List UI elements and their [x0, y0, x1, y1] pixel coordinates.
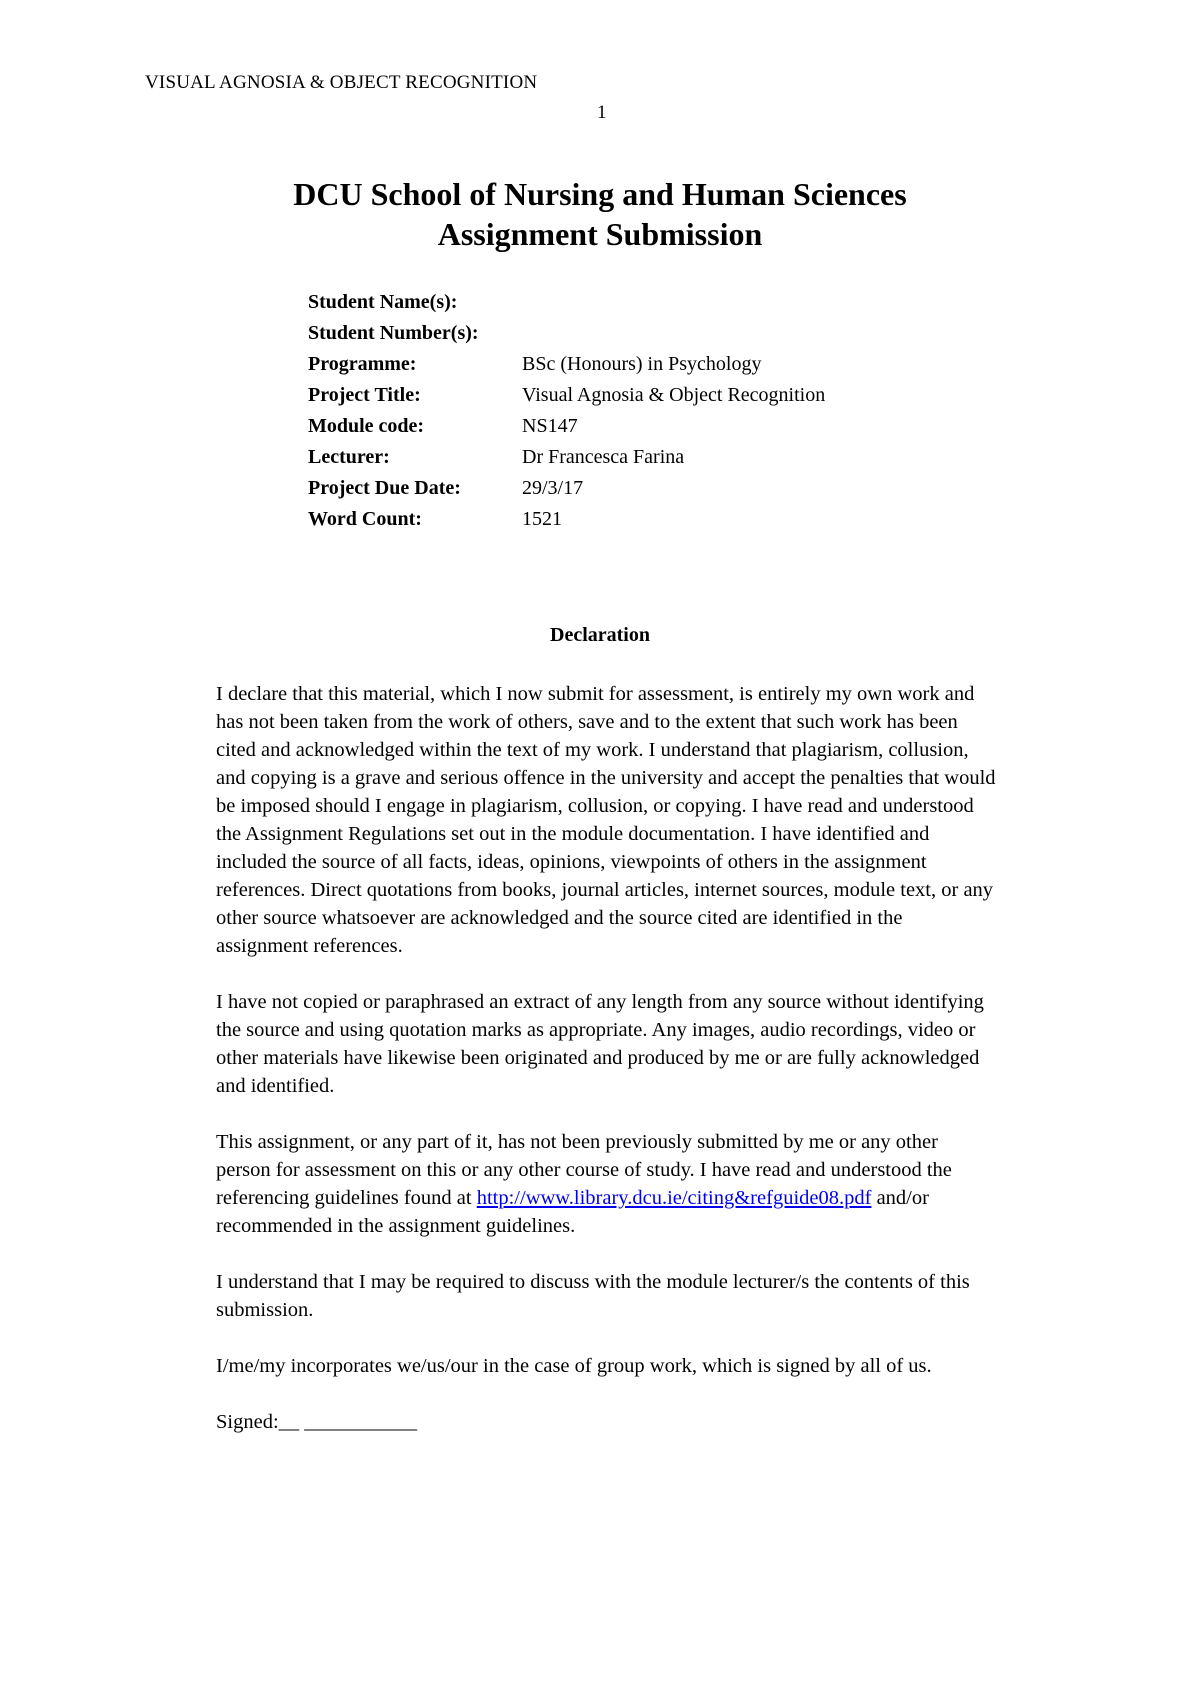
- detail-value: Visual Agnosia & Object Recognition: [522, 384, 826, 406]
- detail-row-project-title: [308, 380, 825, 411]
- declaration-body: [216, 680, 996, 1464]
- running-head: VISUAL AGNOSIA & OBJECT RECOGNITION: [145, 72, 538, 93]
- detail-label: Word Count:: [308, 508, 422, 530]
- paragraph-3-text-after-link: and/or recommended in the assignment guidelines.: [216, 1187, 929, 1237]
- declaration-heading: Declaration: [550, 624, 650, 646]
- detail-row-due-date: [308, 473, 825, 504]
- detail-value: Dr Francesca Farina: [522, 446, 685, 468]
- declaration-paragraph-5: I/me/my incorporates we/us/our in the case of group work, which is signed by all of us.: [216, 1355, 932, 1377]
- paragraph-3-text-before-link: This assignment, or any part of it, has not been previously submitted by me or any other person for assessment on this or any other course of study. I have read and understood the referencing guidelines found at: [216, 1131, 952, 1209]
- detail-row-word-count: [308, 504, 825, 535]
- detail-label: Project Due Date:: [308, 477, 461, 499]
- signature-line: Signed:__ ___________: [216, 1411, 418, 1433]
- detail-label: Lecturer:: [308, 446, 390, 468]
- detail-label: Student Number(s):: [308, 322, 479, 344]
- detail-label: Programme:: [308, 353, 417, 375]
- referencing-guide-link[interactable]: http://www.library.dcu.ie/citing&refguide08.pdf: [476, 1187, 872, 1209]
- title-line-2: Assignment Submission: [437, 216, 763, 252]
- detail-value: 1521: [522, 508, 562, 530]
- detail-value: 29/3/17: [522, 477, 584, 499]
- submission-details: [308, 287, 825, 535]
- declaration-paragraph-3: [216, 1128, 996, 1240]
- detail-value: NS147: [522, 415, 578, 437]
- page-number: 1: [597, 102, 607, 123]
- detail-row-programme: [308, 349, 825, 380]
- detail-label: Student Name(s):: [308, 291, 458, 313]
- detail-row-module-code: [308, 411, 825, 442]
- document-title: [0, 174, 1200, 254]
- detail-label: Project Title:: [308, 384, 421, 406]
- declaration-paragraph-1: I declare that this material, which I now submit for assessment, is entirely my own work and has not been taken from the work of others, save and to the extent that such work has been cited and acknowledged within the text of my work. I understand that plagiarism, collusion, and copying is a grave and serious offence in the university and accept the penalties that would be imposed should I engage in plagiarism, collusion, or copying. I have read and understood the Assignment Regulations set out in the module documentation. I have identified and included the source of all facts, ideas, opinions, viewpoints of others in the assignment references. Direct quotations from books, journal articles, internet sources, module text, or any other source whatsoever are acknowledged and the source cited are identified in the assignment references.: [216, 683, 996, 957]
- detail-row-student-name: [308, 287, 825, 318]
- detail-row-student-number: [308, 318, 825, 349]
- detail-value: BSc (Honours) in Psychology: [522, 353, 762, 375]
- declaration-paragraph-2: I have not copied or paraphrased an extract of any length from any source without identifying the source and using quotation marks as appropriate. Any images, audio recordings, video or other materials have likewise been originated and produced by me or are fully acknowledged and identified.: [216, 991, 984, 1097]
- declaration-paragraph-4: I understand that I may be required to discuss with the module lecturer/s the contents of this submission.: [216, 1271, 970, 1321]
- detail-label: Module code:: [308, 415, 425, 437]
- title-line-1: DCU School of Nursing and Human Sciences: [293, 176, 907, 212]
- detail-row-lecturer: [308, 442, 825, 473]
